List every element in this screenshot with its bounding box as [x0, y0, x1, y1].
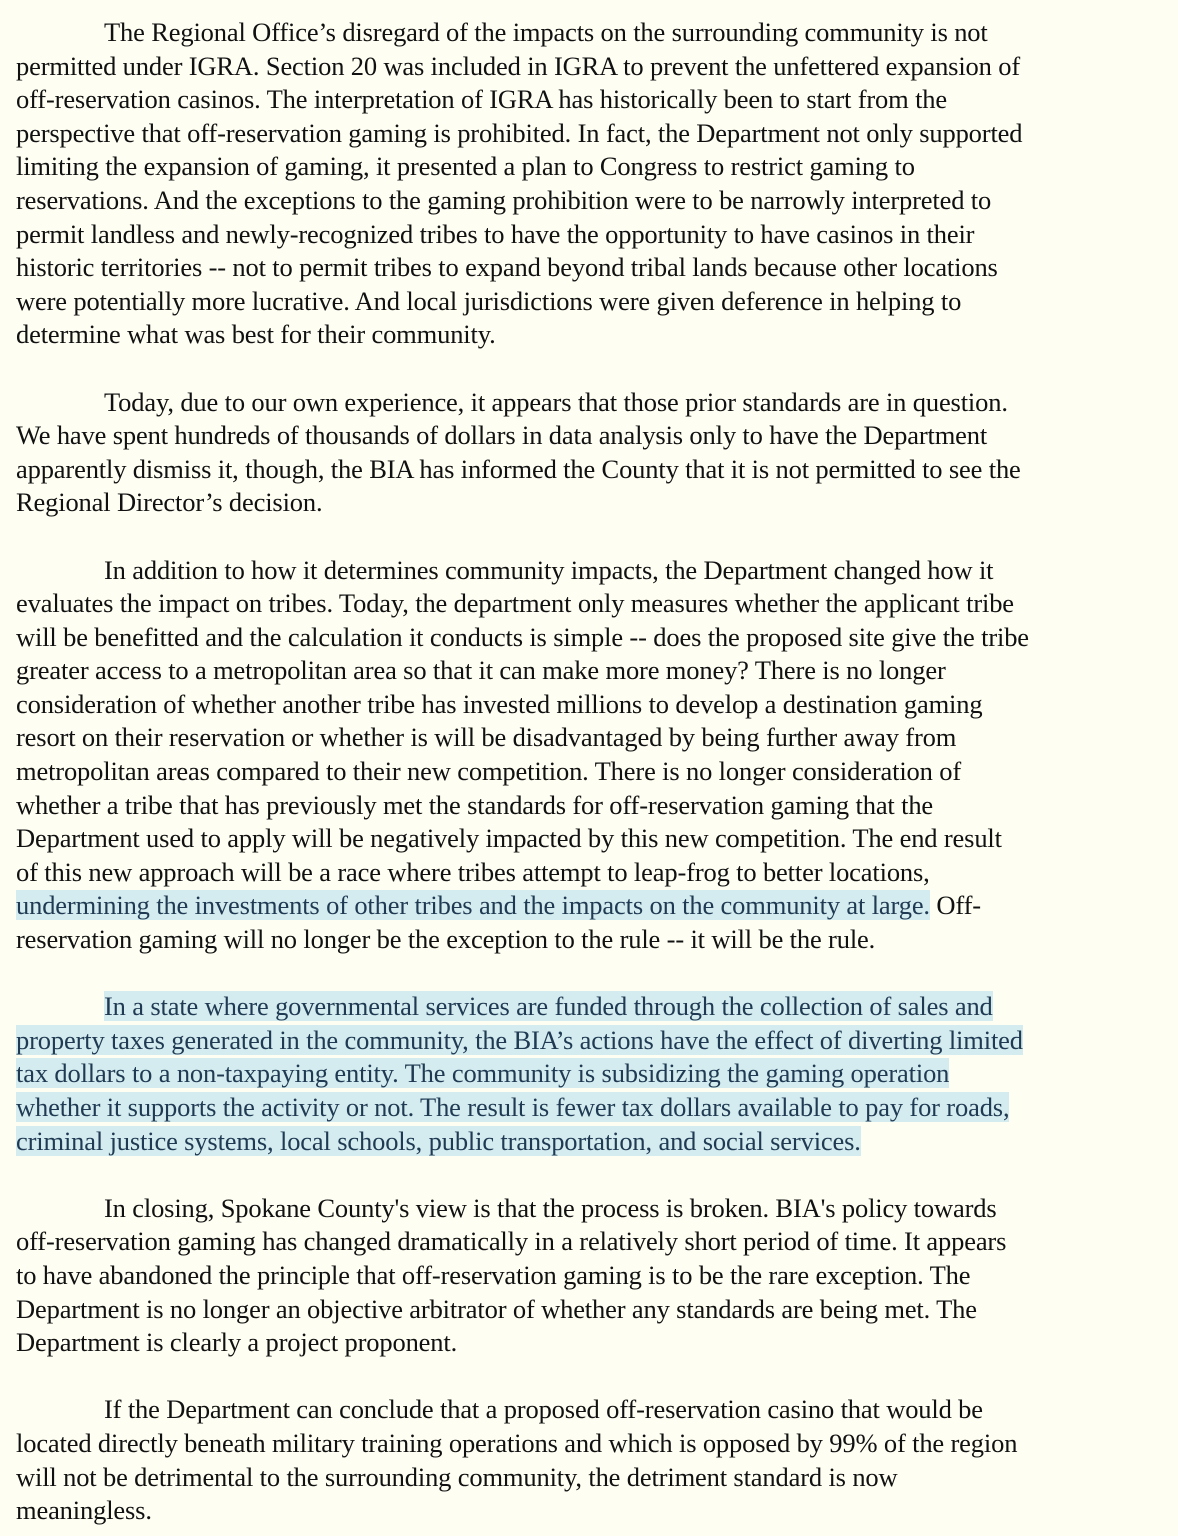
- text-line: [16, 889, 1160, 923]
- highlighted-text: whether it supports the activity or not. The result is fewer tax dollars available to pay for roads,: [16, 1092, 1010, 1122]
- text-line: apparently dismiss it, though, the BIA has informed the County that it is not permitted to see the: [16, 453, 1021, 484]
- text-line: off-reservation casinos. The interpretation of IGRA has historically been to start from the: [16, 84, 948, 115]
- text-line: reservation gaming will no longer be the exception to the rule -- it will be the rule.: [16, 924, 876, 955]
- text-line: [16, 990, 1160, 1024]
- text-line: We have spent hundreds of thousands of dollars in data analysis only to have the Department: [16, 420, 988, 451]
- text-line: Regional Director’s decision.: [16, 487, 323, 518]
- text-line: metropolitan areas compared to their new competition. There is no longer consideration of: [16, 756, 962, 787]
- text-line: to have abandoned the principle that off-reservation gaming is to be the rare exception. The: [16, 1259, 971, 1290]
- highlighted-text: undermining the investments of other tribes and the impacts on the community at large.: [16, 890, 930, 921]
- text-line: Department used to apply will be negatively impacted by this new competition. The end result: [16, 823, 1002, 854]
- text-line: meaningless.: [16, 1495, 152, 1526]
- text-line: off-reservation gaming has changed dramatically in a relatively short period of time. It appears: [16, 1226, 1007, 1257]
- text-line: In addition to how it determines community impacts, the Department changed how it: [104, 554, 994, 585]
- text-line: perspective that off-reservation gaming is prohibited. In fact, the Department not only supported: [16, 117, 1023, 148]
- highlighted-text: criminal justice systems, local schools, public transportation, and social services.: [16, 1125, 861, 1156]
- highlighted-text: property taxes generated in the community, the BIA’s actions have the effect of diverting limited: [16, 1024, 1023, 1055]
- paragraph-prior-standards: [16, 386, 1160, 520]
- paragraph-igra-interpretation: [16, 16, 1160, 352]
- text-line: In closing, Spokane County's view is that the process is broken. BIA's policy towards: [104, 1192, 997, 1223]
- text-line: were potentially more lucrative. And local jurisdictions were given deference in helping to: [16, 285, 962, 316]
- text-line: [16, 1091, 1160, 1125]
- text-line: If the Department can conclude that a proposed off-reservation casino that would be: [104, 1394, 983, 1425]
- text-line: will be benefitted and the calculation it conducts is simple -- does the proposed site give the tribe: [16, 621, 1029, 652]
- text-line: greater access to a metropolitan area so that it can make more money? There is no longer: [16, 655, 946, 686]
- highlighted-text: tax dollars to a non-taxpaying entity. The community is subsidizing the gaming operation: [16, 1058, 950, 1089]
- text-line: permitted under IGRA. Section 20 was included in IGRA to prevent the unfettered expansion of: [16, 50, 1020, 81]
- text-line: limiting the expansion of gaming, it presented a plan to Congress to restrict gaming to: [16, 151, 915, 182]
- text-line: evaluates the impact on tribes. Today, the department only measures whether the applicant tribe: [16, 588, 1014, 619]
- text-line: [16, 1024, 1160, 1058]
- text-line: permit landless and newly-recognized tribes to have the opportunity to have casinos in their: [16, 218, 975, 249]
- text-line: resort on their reservation or whether is will be disadvantaged by being further away from: [16, 722, 957, 753]
- text-line: [16, 1125, 1160, 1159]
- text-line: The Regional Office’s disregard of the impacts on the surrounding community is not: [104, 17, 988, 47]
- paragraph-closing: [16, 1192, 1160, 1360]
- text-line: determine what was best for their community.: [16, 319, 496, 350]
- text-line: historic territories -- not to permit tribes to expand beyond tribal lands because other locations: [16, 252, 998, 283]
- text-line: of this new approach will be a race where tribes attempt to leap-frog to better locations,: [16, 856, 930, 887]
- highlighted-text: In a state where governmental services are funded through the collection of sales and: [104, 991, 993, 1022]
- text-line: [16, 1057, 1160, 1091]
- text-line: reservations. And the exceptions to the gaming prohibition were to be narrowly interpreted to: [16, 184, 992, 215]
- paragraph-tribal-impacts: [16, 554, 1160, 957]
- text-line: Department is no longer an objective arbitrator of whether any standards are being met. The: [16, 1293, 977, 1324]
- paragraph-detriment-standard: [16, 1393, 1160, 1527]
- text-line: located directly beneath military training operations and which is opposed by 99% of the region: [16, 1427, 1018, 1458]
- text-line: consideration of whether another tribe has invested millions to develop a destination gaming: [16, 688, 983, 719]
- text-fragment: Off-: [929, 890, 981, 921]
- text-line: Department is clearly a project proponent.: [16, 1327, 458, 1358]
- paragraph-tax-impacts-highlighted: [16, 990, 1160, 1158]
- text-line: whether a tribe that has previously met the standards for off-reservation gaming that the: [16, 789, 934, 820]
- text-line: will not be detrimental to the surrounding community, the detriment standard is now: [16, 1461, 898, 1492]
- text-line: Today, due to our own experience, it appears that those prior standards are in question.: [104, 386, 1008, 417]
